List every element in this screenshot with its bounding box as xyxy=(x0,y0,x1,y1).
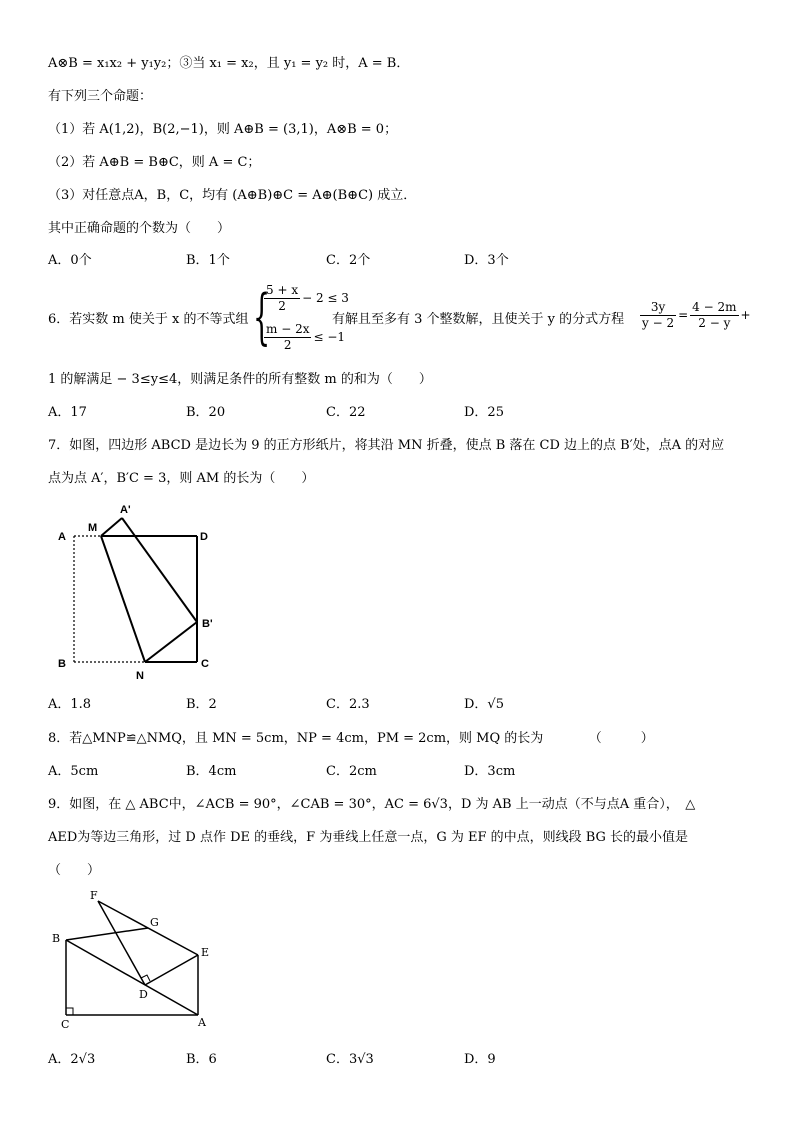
label-C: C xyxy=(61,1018,70,1031)
right-angle-mark-c xyxy=(66,1008,73,1015)
eq-left-numerator: 3y xyxy=(640,300,676,316)
q6-option-d[interactable]: D．25 xyxy=(464,405,504,420)
segment-bg xyxy=(66,928,148,940)
label-D: D xyxy=(200,531,208,543)
q5-option-b[interactable]: B．1个 xyxy=(186,253,230,268)
q5-option-c[interactable]: C．2个 xyxy=(326,253,371,268)
q7-option-a[interactable]: A．1.8 xyxy=(48,697,92,712)
q9-option-a[interactable]: A．2√3 xyxy=(48,1052,96,1067)
claim-1: （1）若 A(1,2)，B(2,−1)，则 A⊕B = (3,1)，A⊗B = 0； xyxy=(48,122,398,137)
ineq1-numerator: 5 + x xyxy=(266,283,299,297)
q8-option-b[interactable]: B．4cm xyxy=(186,764,237,779)
label-B-prime: B' xyxy=(202,618,213,630)
fraction-equation xyxy=(638,300,751,331)
label-C: C xyxy=(201,658,209,670)
eq-plus: + xyxy=(740,308,751,322)
label-D: D xyxy=(139,988,148,1001)
label-A: A xyxy=(198,1016,206,1029)
question-5-ask: 其中正确命题的个数为（ ） xyxy=(48,221,231,236)
q8-option-a[interactable]: A．5cm xyxy=(48,764,99,779)
label-F: F xyxy=(90,889,98,902)
segment-m-a1 xyxy=(101,518,122,536)
q6-option-c[interactable]: C．22 xyxy=(326,405,366,420)
q9-figure xyxy=(48,890,228,1040)
side-de xyxy=(145,955,198,985)
eq-sign: = xyxy=(678,308,689,322)
label-G: G xyxy=(150,916,159,929)
q9-option-b[interactable]: B．6 xyxy=(186,1052,217,1067)
ineq2-tail: ≤ −1 xyxy=(313,330,346,344)
q9-option-d[interactable]: D．9 xyxy=(464,1052,496,1067)
q7-line-1: 7．如图，四边形 ABCD 是边长为 9 的正方形纸片，将其沿 MN 折叠，使点 B 落在 CD 边上的点 B′处，点A 的对应 xyxy=(48,438,725,453)
q9-option-c[interactable]: C．3√3 xyxy=(326,1052,374,1067)
label-M: M xyxy=(88,522,98,534)
eq-right-denominator: 2 − y xyxy=(698,316,731,330)
q6-middle: 有解且至多有 3 个整数解，且使关于 y 的分式方程 xyxy=(332,312,625,327)
q5-option-a[interactable]: A．0个 xyxy=(48,253,92,268)
q7-figure xyxy=(50,500,250,690)
inequality-1 xyxy=(262,283,349,314)
label-B: B xyxy=(58,658,66,670)
segment-a1-b1 xyxy=(122,518,197,622)
q6-lead: 6．若实数 m 使关于 x 的不等式组 xyxy=(48,312,249,327)
hypotenuse-ba xyxy=(66,940,198,1015)
label-E: E xyxy=(201,946,210,959)
q7-option-b[interactable]: B．2 xyxy=(186,697,217,712)
q9-line-3: （ ） xyxy=(48,863,101,878)
label-B: B xyxy=(52,932,61,945)
label-N: N xyxy=(136,670,144,682)
fold-line-mn xyxy=(101,536,145,662)
claim-2: （2）若 A⊕B = B⊕C，则 A = C； xyxy=(48,155,261,170)
q8-option-d[interactable]: D．3cm xyxy=(464,764,516,779)
q7-line-2: 点为点 A′，B′C = 3，则 AM 的长为（ ） xyxy=(48,471,315,486)
claims-intro: 有下列三个命题： xyxy=(48,89,153,104)
eq-left-denominator: y − 2 xyxy=(642,316,675,330)
q7-option-c[interactable]: C．2.3 xyxy=(326,697,370,712)
q6-option-a[interactable]: A．17 xyxy=(48,405,87,420)
ineq1-tail: − 2 ≤ 3 xyxy=(302,291,349,305)
label-A-prime: A' xyxy=(120,504,131,516)
segment-b1-n xyxy=(145,622,197,662)
q6-option-b[interactable]: B．20 xyxy=(186,405,226,420)
label-A: A xyxy=(58,531,66,543)
system-brace: { xyxy=(253,282,271,352)
ineq2-numerator: m − 2x xyxy=(266,322,310,336)
ineq2-denominator: 2 xyxy=(283,338,292,352)
q7-option-d[interactable]: D．√5 xyxy=(464,697,504,712)
q9-line-2: AED为等边三角形，过 D 点作 DE 的垂线，F 为垂线上任意一点，G 为 EF 的中点，则线段 BG 长的最小值是 xyxy=(48,830,689,845)
claim-3: （3）对任意点A，B，C，均有 (A⊕B)⊕C = A⊕(B⊕C) 成立． xyxy=(48,188,417,203)
eq-right-numerator: 4 − 2m xyxy=(692,300,737,314)
q9-line-1: 9．如图，在 △ ABC中，∠ACB = 90°，∠CAB = 30°，AC = 6√3，D 为 AB 上一动点（不与点A 重合）， △ xyxy=(48,797,696,812)
q8-line: 8．若△MNP≌△NMQ，且 MN = 5cm，NP = 4cm，PM = 2cm，则 MQ 的长为 （ ） xyxy=(48,731,654,746)
q6-line-2: 1 的解满足 − 3≤y≤4，则满足条件的所有整数 m 的和为（ ） xyxy=(48,372,432,387)
definition-line: A⊗B = x₁x₂ + y₁y₂；③当 x₁ = x₂，且 y₁ = y₂ 时，A = B． xyxy=(48,56,410,71)
q5-option-d[interactable]: D．3个 xyxy=(464,253,509,268)
q8-option-c[interactable]: C．2cm xyxy=(326,764,377,779)
ineq1-denominator: 2 xyxy=(278,299,286,313)
